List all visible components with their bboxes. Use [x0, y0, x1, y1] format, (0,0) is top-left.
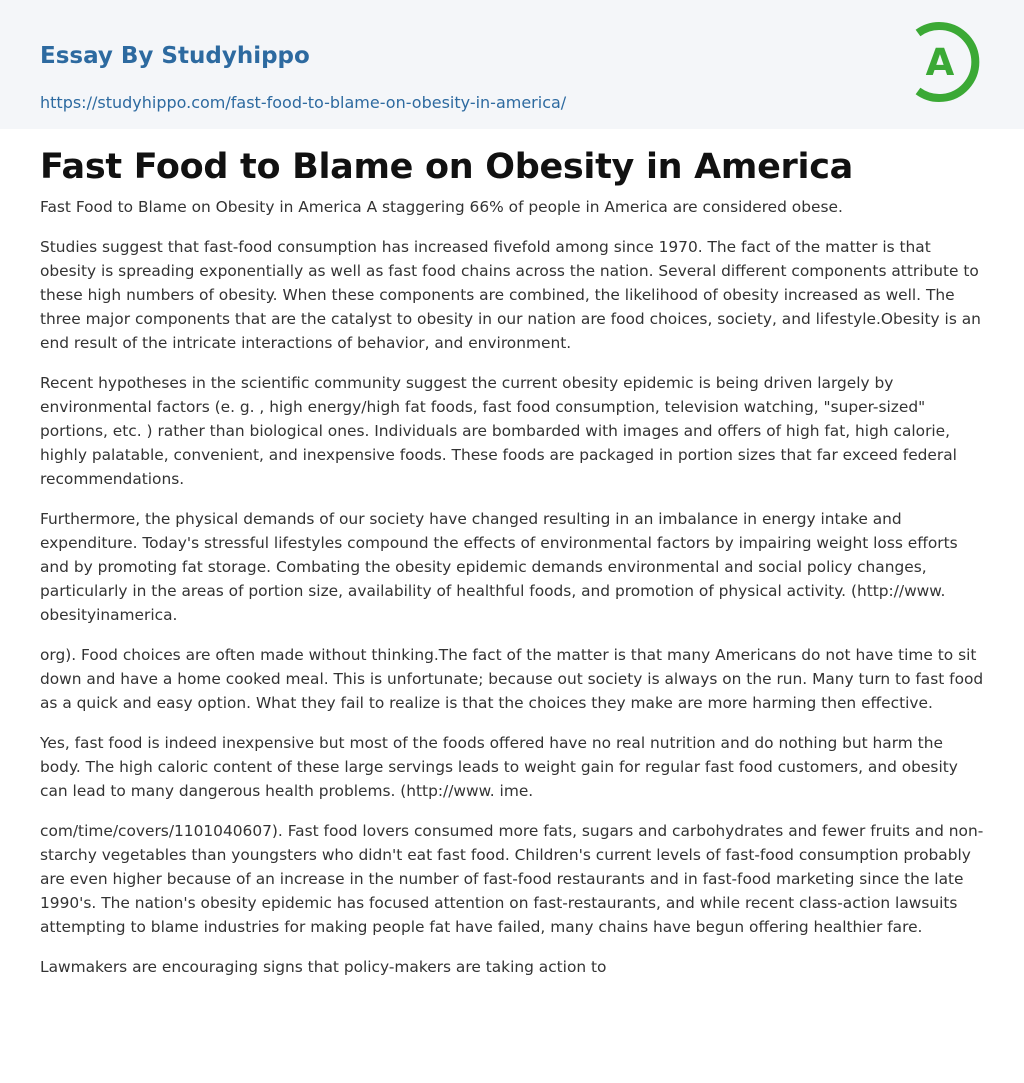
article: [0, 129, 1024, 979]
paragraph: Studies suggest that fast-food consumption has increased fivefold among since 1970. The fact of the matter is that obesity is spreading exponentially as well as fast food chains across the nation. Several different components attribute to these high numbers of obesity. When these components are combined, the likelihood of obesity increased as well. The three major components that are the catalyst to obesity in our nation are food choices, society, and lifestyle.Obesity is an end result of the intricate interactions of behavior, and environment.: [40, 238, 981, 352]
source-url-link[interactable]: https://studyhippo.com/fast-food-to-blame-on-obesity-in-america/: [40, 93, 567, 112]
brand-name[interactable]: Essay By Studyhippo: [40, 43, 310, 69]
paragraph: Lawmakers are encouraging signs that policy-makers are taking action to: [40, 958, 607, 976]
paragraph: Recent hypotheses in the scientific community suggest the current obesity epidemic is being driven largely by environmental factors (e. g. , high energy/high fat foods, fast food consumption, television watching, "super-sized" portions, etc. ) rather than biological ones. Individuals are bombarded with images and offers of high fat, high calorie, highly palatable, convenient, and inexpensive foods. These foods are packaged in portion sizes that far exceed federal recommendations.: [40, 374, 957, 488]
paragraph: Furthermore, the physical demands of our society have changed resulting in an imbalance in energy intake and expenditure. Today's stressful lifestyles compound the effects of environmental factors by impairing weight loss efforts and by promoting fat storage. Combating the obesity epidemic demands environmental and social policy changes, particularly in the areas of portion size, availability of healthful foods, and promotion of physical activity. (http://www. obesityinamerica.: [40, 510, 958, 624]
paragraph: com/time/covers/1101040607). Fast food lovers consumed more fats, sugars and carbohydrates and fewer fruits and non-starchy vegetables than youngsters who didn't eat fast food. Children's current levels of fast-food consumption probably are even higher because of an increase in the number of fast-food restaurants and in fast-food marketing since the late 1990's. The nation's obesity epidemic has focused attention on fast-restaurants, and while recent class-action lawsuits attempting to blame industries for making people fat have failed, many chains have begun offering healthier fare.: [40, 822, 984, 936]
site-header: [0, 0, 1024, 129]
article-title: Fast Food to Blame on Obesity in America: [40, 147, 853, 187]
paragraph: org). Food choices are often made without thinking.The fact of the matter is that many Americans do not have time to sit down and have a home cooked meal. This is unfortunate; because out society is always on the run. Many turn to fast food as a quick and easy option. What they fail to realize is that the choices they make are more harming then effective.: [40, 646, 984, 712]
studyhippo-logo-icon[interactable]: [912, 18, 986, 106]
paragraph: Fast Food to Blame on Obesity in America A staggering 66% of people in America are considered obese.: [40, 198, 843, 216]
paragraph: Yes, fast food is indeed inexpensive but most of the foods offered have no real nutrition and do nothing but harm the body. The high caloric content of these large servings leads to weight gain for regular fast food customers, and obesity can lead to many dangerous health problems. (http://www. ime.: [40, 734, 958, 800]
logo-letter: A: [925, 41, 955, 84]
